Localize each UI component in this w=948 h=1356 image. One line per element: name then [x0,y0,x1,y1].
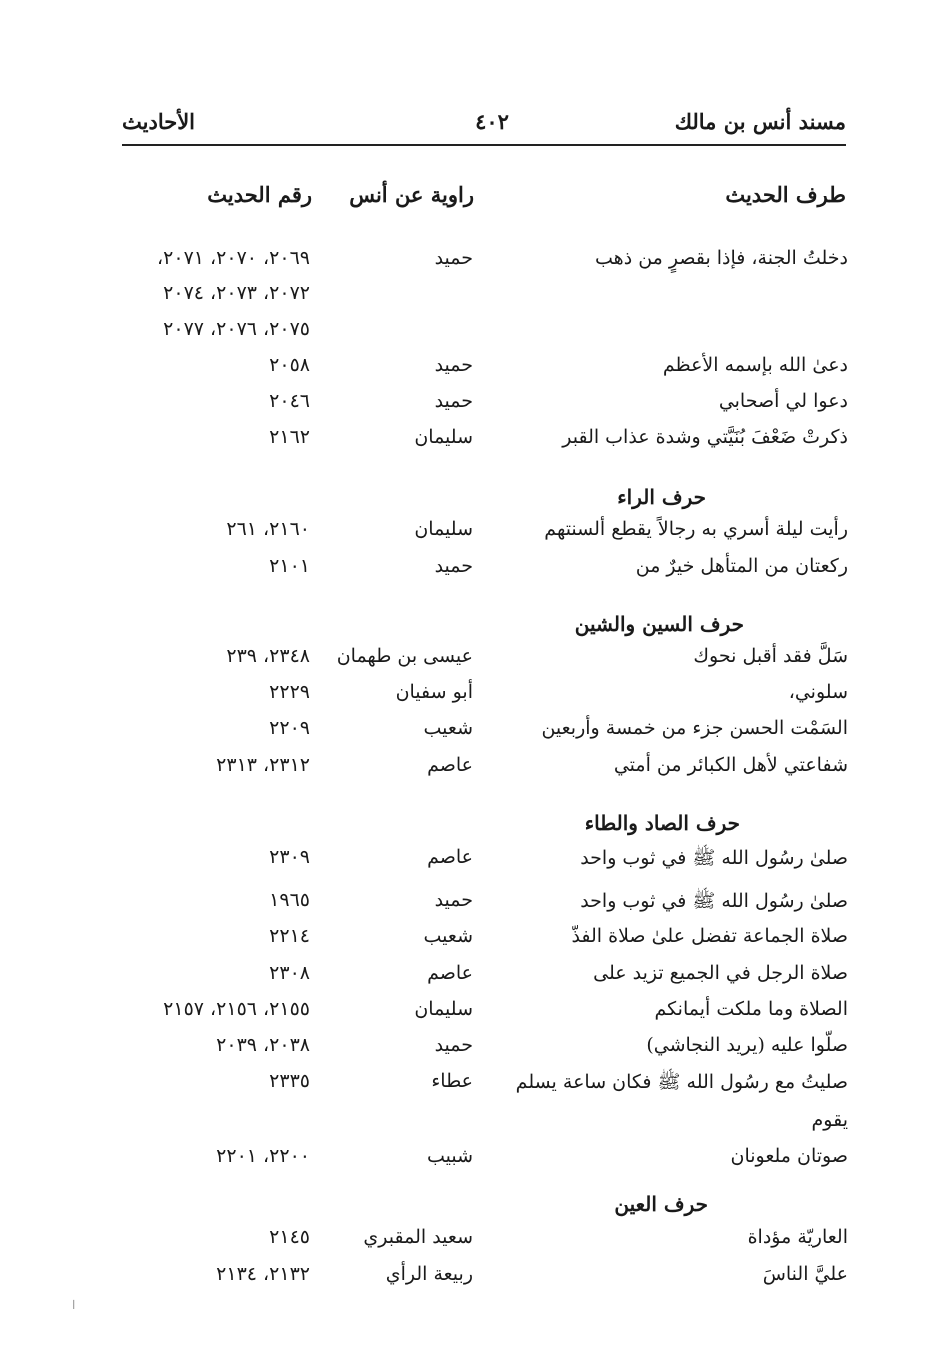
narrator-name: عاصم [427,962,473,984]
hadith-text: صلّوا عليه (يريد النجاشي) [646,1034,848,1056]
hadith-numbers: ٢٣٠٨ [269,962,310,984]
hadith-numbers: ٢٣٣٥ [269,1070,310,1092]
narrator-name: عيسى بن طهمان [336,645,473,667]
table-row [60,885,848,919]
section-heading-ayn: حرف العين [614,1192,708,1216]
table-row [60,278,848,312]
narrator-name: أبو سفيان [395,681,473,703]
book-title: مسند أنس بن مالك [674,109,846,134]
column-header-hadith: طرف الحديث [725,182,846,207]
hadith-text: يقوم [811,1109,848,1131]
column-header-number: رقم الحديث [207,182,312,207]
narrator-name: شبيب [426,1145,473,1167]
hadith-numbers: ٢١٦٢ [269,426,310,448]
hadith-numbers: ١٩٦٥ [269,889,310,911]
hadith-numbers: ٢٠٥٨ [269,354,310,376]
table-row [60,243,848,277]
narrator-name: حميد [434,247,473,269]
hadith-numbers: ٢١٤٥ [269,1226,310,1248]
hadith-numbers: ٢٣١٢، ٢٣١٣ [216,754,310,776]
section-heading-sad-ta: حرف الصاد والطاء [584,811,740,835]
hadith-text: شفاعتي لأهل الكبائر من أمتي [613,754,848,776]
table-row [60,677,848,711]
narrator-name: سليمان [414,426,473,448]
narrator-name: حميد [434,1034,473,1056]
narrator-name: شعيب [423,717,473,739]
column-header-narrator: راوية عن أنس [349,182,474,207]
table-row [60,1259,848,1293]
hadith-text: سلوني، [788,681,848,703]
hadith-numbers: ٢٢٠٩ [269,717,310,739]
hadith-numbers: ٢١٠١ [269,555,310,577]
hadith-text: دعوا لي أصحابي [718,390,848,412]
hadith-text: رأيت ليلة أسري به رجالاً يقطع ألسنتهم [544,518,848,540]
hadith-text: سَلَّ فقد أقبل نحوك [693,645,848,667]
hadith-text: ذكرتْ ضَعْفَ بُنَيَّتي وشدة عذاب القبر [562,426,848,448]
hadith-numbers: ٢٢١٤ [269,925,310,947]
narrator-name: حميد [434,354,473,376]
table-row [60,314,848,348]
hadith-text: العاريّة مؤداة [747,1226,848,1248]
section-heading-ra: حرف الراء [617,485,706,509]
table-row [60,641,848,675]
hadith-numbers: ٢٠٣٨، ٢٠٣٩ [216,1034,310,1056]
narrator-name: سعيد المقبري [363,1226,473,1248]
hadith-numbers: ٢١٥٥، ٢١٥٦، ٢١٥٧ [163,998,310,1020]
margin-mark: ا [72,1298,76,1312]
hadith-text: الصلاة وما ملكت أيمانكم [654,998,848,1020]
hadith-numbers: ٢١٦٠، ٢٦١ [226,518,310,540]
hadith-numbers: ٢٠٧٢، ٢٠٧٣، ٢٠٧٤ [163,282,310,304]
narrator-name: عاصم [427,754,473,776]
hadith-text: دخلتُ الجنة، فإذا بقصرٍ من ذهب [595,247,848,269]
table-row [60,1222,848,1256]
hadith-text: السَمْت الحسن جزء من خمسة وأربعين [541,717,848,739]
hadith-text: عليَّ الناسَ [762,1263,848,1285]
table-row [60,422,848,456]
section-title: الأحاديث [122,109,196,134]
narrator-name: عاصم [427,846,473,868]
hadith-numbers: ٢٣٤٨، ٢٣٩ [226,645,310,667]
table-row [60,1066,848,1100]
narrator-name: شعيب [423,925,473,947]
narrator-name: ربيعة الرأي [385,1263,473,1285]
table-row [60,1105,848,1139]
hadith-numbers: ٢٢٢٩ [269,681,310,703]
hadith-numbers: ٢١٣٢، ٢١٣٤ [216,1263,310,1285]
hadith-text: صلىٰ رسُول الله ﷺ في ثوب واحد [580,890,848,912]
narrator-name: سليمان [414,998,473,1020]
hadith-text: صلاة الجماعة تفضل علىٰ صلاة الفذّ [571,925,848,947]
page-number: ٤٠٢ [475,109,509,134]
table-row [60,750,848,784]
table-row [60,350,848,384]
narrator-name: عطاء [431,1070,473,1092]
table-row [60,842,848,876]
table-row [60,994,848,1028]
hadith-text: صلاة الرجل في الجميع تزيد على [593,962,848,984]
narrator-name: سليمان [414,518,473,540]
hadith-numbers: ٢٠٧٥، ٢٠٧٦، ٢٠٧٧ [163,318,310,340]
hadith-numbers: ٢٠٤٦ [269,390,310,412]
hadith-numbers: ٢٣٠٩ [269,846,310,868]
hadith-text: صلىٰ رسُول الله ﷺ في ثوب واحد [580,847,848,869]
hadith-numbers: ٢٢٠٠، ٢٢٠١ [216,1145,310,1167]
hadith-text: دعىٰ الله بإسمه الأعظم [662,354,848,376]
section-heading-sin-shin: حرف السين والشين [574,612,744,636]
table-row [60,921,848,955]
hadith-text: صوتان ملعونان [730,1145,848,1167]
table-row [60,1030,848,1064]
table-row [60,551,848,585]
table-row [60,386,848,420]
narrator-name: حميد [434,390,473,412]
narrator-name: حميد [434,889,473,911]
narrator-name: حميد [434,555,473,577]
hadith-text: صليتُ مع رسُول الله ﷺ فكان ساعة يسلم [515,1071,848,1093]
hadith-text: ركعتان من المتأهل خيرٌ من [635,555,848,577]
hadith-numbers: ٢٠٦٩، ٢٠٧٠، ٢٠٧١، [157,247,310,269]
table-row [60,514,848,548]
table-row [60,1141,848,1175]
header-rule [122,144,846,146]
page-header [122,103,846,143]
table-row [60,958,848,992]
table-row [60,713,848,747]
